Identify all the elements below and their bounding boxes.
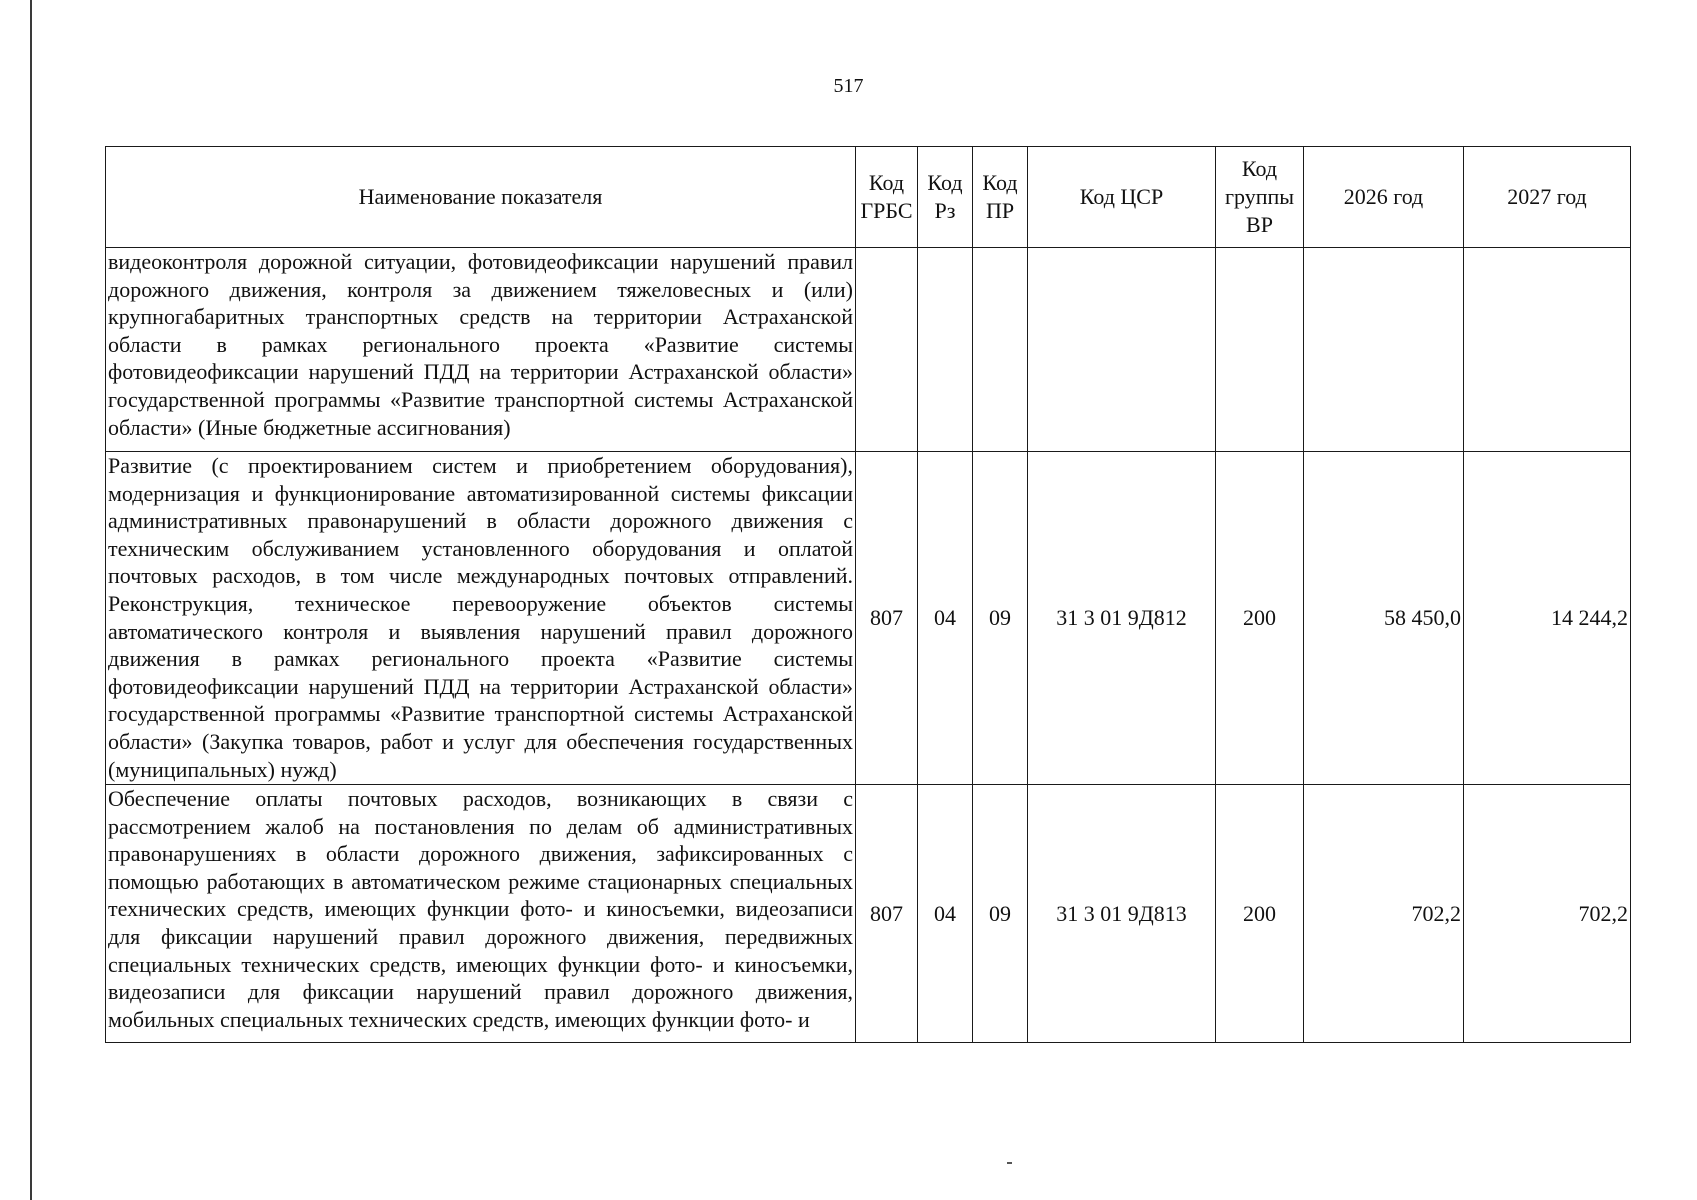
row-amount-2026: 58 450,0 bbox=[1304, 452, 1464, 785]
row-amount-2027 bbox=[1464, 248, 1631, 452]
table-row bbox=[106, 785, 1631, 1043]
header-grbs-code: Код ГРБС bbox=[856, 147, 918, 248]
row-grbs-code: 807 bbox=[856, 785, 918, 1043]
row-indicator-name: Обеспечение оплаты почтовых расходов, возникающих в связи с рассмотрением жалоб на постановления по делам об административных правонарушениях в области дорожного движения, зафиксированных с помощью работающих в автоматическом режиме стационарных специальных технических средств, имеющих функции фото- и киносъемки, видеозаписи для фиксации нарушений правил дорожного движения, передвижных специальных технических средств, имеющих функции фото- и киносъемки, видеозаписи для фиксации нарушений правил дорожного движения, мобильных специальных технических средств, имеющих функции фото- и bbox=[106, 785, 856, 1043]
row-pr-code: 09 bbox=[973, 452, 1028, 785]
header-rz-code: Код Рз bbox=[918, 147, 973, 248]
row-rz-code: 04 bbox=[918, 452, 973, 785]
row-pr-code bbox=[973, 248, 1028, 452]
header-year-2026: 2026 год bbox=[1304, 147, 1464, 248]
row-csr-code: 31 3 01 9Д812 bbox=[1028, 452, 1216, 785]
row-rz-code bbox=[918, 248, 973, 452]
row-grbs-code bbox=[856, 248, 918, 452]
row-indicator-name: Развитие (с проектированием систем и приобретением оборудования), модернизация и функционирование автоматизированной системы фиксации административных правонарушений в области дорожного движения с техническим обслуживанием установленного оборудования и оплатой почтовых расходов, в том числе международных почтовых отправлений. Реконструкция, техническое перевооружение объектов системы автоматического контроля и выявления нарушений правил дорожного движения в рамках регионального проекта «Развитие системы фотовидеофиксации нарушений ПДД на территории Астраханской области» государственной программы «Развитие транспортной системы Астраханской области» (Закупка товаров, работ и услуг для обеспечения государственных (муниципальных) нужд) bbox=[106, 452, 856, 785]
header-year-2027: 2027 год bbox=[1464, 147, 1631, 248]
row-csr-code bbox=[1028, 248, 1216, 452]
row-amount-2026: 702,2 bbox=[1304, 785, 1464, 1043]
left-margin-rule bbox=[30, 0, 32, 1200]
table-row bbox=[106, 248, 1631, 452]
header-indicator-name: Наименование показателя bbox=[106, 147, 856, 248]
header-csr-code: Код ЦСР bbox=[1028, 147, 1216, 248]
row-amount-2026 bbox=[1304, 248, 1464, 452]
row-amount-2027: 14 244,2 bbox=[1464, 452, 1631, 785]
row-amount-2027: 702,2 bbox=[1464, 785, 1631, 1043]
row-rz-code: 04 bbox=[918, 785, 973, 1043]
table-row bbox=[106, 452, 1631, 785]
row-vr-code: 200 bbox=[1216, 452, 1304, 785]
scan-speck bbox=[1007, 1162, 1012, 1164]
budget-table bbox=[105, 146, 1631, 1043]
page-number: 517 bbox=[833, 75, 864, 97]
row-vr-code bbox=[1216, 248, 1304, 452]
table-header-row bbox=[106, 147, 1631, 248]
row-pr-code: 09 bbox=[973, 785, 1028, 1043]
header-pr-code: Код ПР bbox=[973, 147, 1028, 248]
row-grbs-code: 807 bbox=[856, 452, 918, 785]
row-vr-code: 200 bbox=[1216, 785, 1304, 1043]
header-vr-group-code: Код группы ВР bbox=[1216, 147, 1304, 248]
row-indicator-name: видеоконтроля дорожной ситуации, фотовидеофиксации нарушений правил дорожного движения, контроля за движением тяжеловесных и (или) крупногабаритных транспортных средств на территории Астраханской области в рамках регионального проекта «Развитие системы фотовидеофиксации нарушений ПДД на территории Астраханской области» государственной программы «Развитие транспортной системы Астраханской области» (Иные бюджетные ассигнования) bbox=[106, 248, 856, 452]
row-csr-code: 31 3 01 9Д813 bbox=[1028, 785, 1216, 1043]
